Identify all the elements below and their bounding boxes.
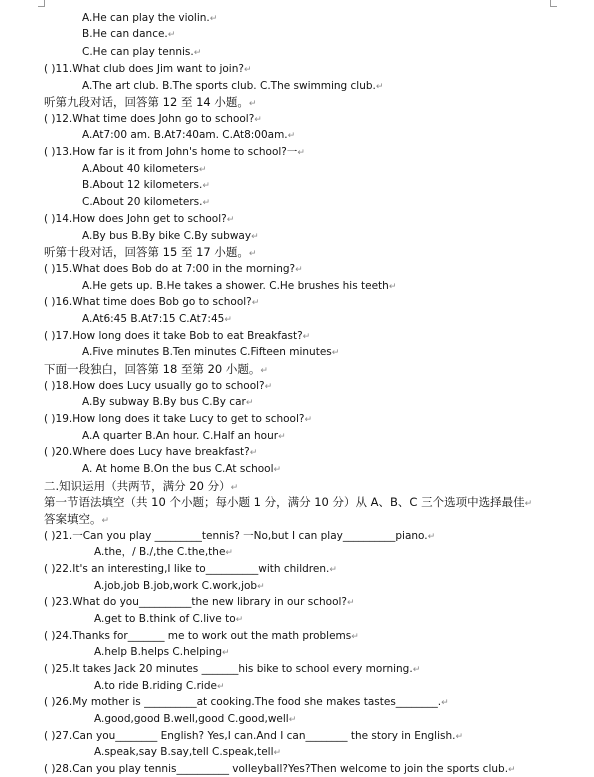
paragraph-mark-icon: ↵ bbox=[260, 366, 268, 376]
paragraph-mark-icon: ↵ bbox=[427, 532, 436, 542]
line-text: A.A quarter B.An hour. C.Half an hour bbox=[82, 430, 279, 442]
line-text: 听第十段对话，回答第 15 至 17 小题。 bbox=[44, 245, 249, 259]
paragraph-mark-icon: ↵ bbox=[198, 165, 207, 175]
paragraph-mark-icon: ↵ bbox=[346, 598, 355, 608]
paragraph-mark-icon: ↵ bbox=[278, 432, 286, 442]
document-line bbox=[44, 445, 257, 460]
document-line bbox=[44, 512, 109, 528]
line-text: ( )27.Can you________ English? Yes,I can.And I can________ the story in English. bbox=[44, 730, 456, 742]
paragraph-mark-icon: ↵ bbox=[288, 715, 297, 725]
line-text: A.About 40 kilometers bbox=[82, 163, 199, 175]
paragraph-mark-icon: ↵ bbox=[304, 415, 313, 425]
document-line bbox=[94, 745, 281, 760]
line-text: ( )16.What time does Bob go to school? bbox=[44, 296, 252, 308]
line-text: A.speak,say B.say,tell C.speak,tell bbox=[94, 746, 274, 758]
paragraph-mark-icon: ↵ bbox=[222, 648, 230, 658]
line-text: ( )22.It's an interesting,I like to__________with children. bbox=[44, 563, 330, 575]
document-line bbox=[44, 729, 463, 744]
line-text: 二.知识运用（共两节，满分 20 分） bbox=[44, 479, 231, 493]
document-line bbox=[44, 245, 256, 261]
line-text: ( )28.Can you play tennis__________ volleyball?Yes?Then welcome to join the sports club. bbox=[44, 763, 509, 775]
line-text: A.He gets up. B.He takes a shower. C.He brushes his teeth bbox=[82, 280, 389, 292]
line-text: A.Five minutes B.Ten minutes C.Fifteen minutes bbox=[82, 346, 332, 358]
line-text: A.At6:45 B.At7:15 C.At7:45 bbox=[82, 313, 225, 325]
line-text: A.help B.helps C.helping bbox=[94, 646, 223, 658]
paragraph-mark-icon: ↵ bbox=[216, 682, 225, 692]
paragraph-mark-icon: ↵ bbox=[167, 30, 176, 40]
paragraph-mark-icon: ↵ bbox=[245, 398, 254, 408]
document-line bbox=[82, 429, 286, 444]
document-line bbox=[82, 27, 175, 42]
paragraph-mark-icon: ↵ bbox=[441, 698, 449, 708]
paragraph-mark-icon: ↵ bbox=[235, 615, 244, 625]
document-line bbox=[44, 595, 355, 610]
document-line bbox=[82, 79, 383, 94]
document-line bbox=[44, 695, 449, 710]
document-line bbox=[44, 112, 262, 127]
paragraph-mark-icon: ↵ bbox=[329, 565, 337, 575]
line-text: ( )12.What time does John go to school? bbox=[44, 113, 255, 125]
line-text: A.get to B.think of C.live to bbox=[94, 613, 236, 625]
line-text: ( )18.How does Lucy usually go to school? bbox=[44, 380, 265, 392]
line-text: ( )25.It takes Jack 20 minutes _______his bike to school every morning. bbox=[44, 663, 413, 675]
paragraph-mark-icon: ↵ bbox=[412, 665, 421, 675]
paragraph-mark-icon: ↵ bbox=[264, 382, 273, 392]
paragraph-mark-icon: ↵ bbox=[202, 198, 211, 208]
paragraph-mark-icon: ↵ bbox=[375, 82, 384, 92]
document-line bbox=[82, 45, 201, 60]
paragraph-mark-icon: ↵ bbox=[226, 215, 235, 225]
document-line bbox=[94, 579, 265, 594]
paragraph-mark-icon: ↵ bbox=[248, 249, 257, 259]
document-line bbox=[44, 145, 305, 160]
paragraph-mark-icon: ↵ bbox=[351, 632, 359, 642]
line-text: B.About 12 kilometers. bbox=[82, 179, 203, 191]
line-text: ( )23.What do you__________the new library in our school? bbox=[44, 596, 347, 608]
paragraph-mark-icon: ↵ bbox=[273, 465, 282, 475]
line-text: ( )26.My mother is __________at cooking.The food she makes tastes________. bbox=[44, 696, 442, 708]
paragraph-mark-icon: ↵ bbox=[225, 548, 233, 558]
line-text: A.The art club. B.The sports club. C.The swimming club. bbox=[82, 80, 376, 92]
document-line bbox=[82, 128, 295, 143]
margin-corner-mark-left bbox=[38, 0, 45, 7]
paragraph-mark-icon: ↵ bbox=[101, 516, 110, 526]
paragraph-mark-icon: ↵ bbox=[257, 582, 265, 592]
paragraph-mark-icon: ↵ bbox=[302, 332, 311, 342]
document-line bbox=[44, 662, 420, 677]
document-line bbox=[82, 395, 253, 410]
paragraph-mark-icon: ↵ bbox=[524, 499, 533, 509]
paragraph-mark-icon: ↵ bbox=[251, 298, 260, 308]
line-text: ( )15.What does Bob do at 7:00 in the morning? bbox=[44, 263, 296, 275]
document-line bbox=[44, 495, 532, 511]
document-line bbox=[82, 178, 210, 193]
document-line bbox=[94, 645, 230, 660]
paragraph-mark-icon: ↵ bbox=[287, 131, 296, 141]
paragraph-mark-icon: ↵ bbox=[273, 748, 282, 758]
line-text: A.to ride B.riding C.ride bbox=[94, 680, 217, 692]
document-line bbox=[44, 329, 310, 344]
document-line bbox=[44, 362, 268, 378]
document-line bbox=[44, 262, 303, 277]
document-line bbox=[44, 212, 234, 227]
line-text: A.By bus B.By bike C.By subway bbox=[82, 230, 252, 242]
document-line bbox=[44, 479, 238, 495]
document-line bbox=[82, 462, 281, 477]
paragraph-mark-icon: ↵ bbox=[388, 282, 397, 292]
paragraph-mark-icon: ↵ bbox=[248, 99, 257, 109]
line-text: ( )24.Thanks for_______ me to work out the math problems bbox=[44, 630, 352, 642]
line-text: ( )11.What club does Jim want to join? bbox=[44, 63, 244, 75]
document-line bbox=[44, 629, 359, 644]
document-line bbox=[82, 345, 339, 360]
paragraph-mark-icon: ↵ bbox=[202, 181, 210, 191]
document-line bbox=[82, 279, 396, 294]
paragraph-mark-icon: ↵ bbox=[251, 232, 259, 242]
document-line bbox=[94, 679, 225, 694]
line-text: A.At7:00 am. B.At7:40am. C.At8:00am. bbox=[82, 129, 288, 141]
document-line bbox=[82, 312, 232, 327]
line-text: A. At home B.On the bus C.At school bbox=[82, 463, 274, 475]
document-line bbox=[82, 229, 259, 244]
paragraph-mark-icon: ↵ bbox=[230, 483, 239, 493]
paragraph-mark-icon: ↵ bbox=[331, 348, 340, 358]
paragraph-mark-icon: ↵ bbox=[249, 448, 258, 458]
line-text: A.job,job B.job,work C.work,job bbox=[94, 580, 258, 592]
line-text: A.the，/ B./,the C.the,the bbox=[94, 546, 226, 558]
document-line bbox=[44, 62, 251, 77]
paragraph-mark-icon: ↵ bbox=[243, 65, 252, 75]
line-text: A.By subway B.By bus C.By car bbox=[82, 396, 246, 408]
paragraph-mark-icon: ↵ bbox=[297, 148, 305, 158]
line-text: 答案填空。 bbox=[44, 512, 102, 526]
document-line bbox=[44, 379, 272, 394]
document-line bbox=[82, 11, 217, 26]
paragraph-mark-icon: ↵ bbox=[295, 265, 303, 275]
document-line bbox=[44, 95, 256, 111]
paragraph-mark-icon: ↵ bbox=[224, 315, 232, 325]
document-line bbox=[94, 545, 233, 560]
line-text: 下面一段独白，回答第 18 至第 20 小题。 bbox=[44, 362, 261, 376]
document-line bbox=[94, 612, 243, 627]
paragraph-mark-icon: ↵ bbox=[209, 14, 218, 24]
document-line bbox=[44, 529, 435, 544]
paragraph-mark-icon: ↵ bbox=[508, 765, 516, 775]
document-line bbox=[44, 295, 259, 310]
line-text: ( )13.How far is it from John's home to school?一 bbox=[44, 146, 298, 158]
document-line bbox=[82, 195, 210, 210]
line-text: 听第九段对话，回答第 12 至 14 小题。 bbox=[44, 95, 249, 109]
line-text: A.He can play the violin. bbox=[82, 12, 210, 24]
line-text: C.He can play tennis. bbox=[82, 46, 194, 58]
line-text: ( )19.How long does it take Lucy to get to school? bbox=[44, 413, 305, 425]
paragraph-mark-icon: ↵ bbox=[455, 732, 463, 742]
document-line bbox=[44, 562, 337, 577]
line-text: A.good,good B.well,good C.good,well bbox=[94, 713, 289, 725]
margin-corner-mark-right bbox=[550, 0, 557, 7]
line-text: C.About 20 kilometers. bbox=[82, 196, 203, 208]
document-line bbox=[44, 412, 312, 427]
document-line bbox=[94, 712, 296, 727]
paragraph-mark-icon: ↵ bbox=[193, 48, 202, 58]
line-text: ( )20.Where does Lucy have breakfast? bbox=[44, 446, 250, 458]
line-text: B.He can dance. bbox=[82, 28, 168, 40]
line-text: ( )14.How does John get to school? bbox=[44, 213, 227, 225]
line-text: ( )21.一Can you play _________tennis? 一No,but I can play__________piano. bbox=[44, 530, 428, 542]
line-text: 第一节语法填空（共 10 个小题；每小题 1 分，满分 10 分）从 A、B、C 三个选项中选择最佳 bbox=[44, 495, 525, 509]
paragraph-mark-icon: ↵ bbox=[254, 115, 262, 125]
line-text: ( )17.How long does it take Bob to eat Breakfast? bbox=[44, 330, 303, 342]
document-line bbox=[82, 162, 206, 177]
